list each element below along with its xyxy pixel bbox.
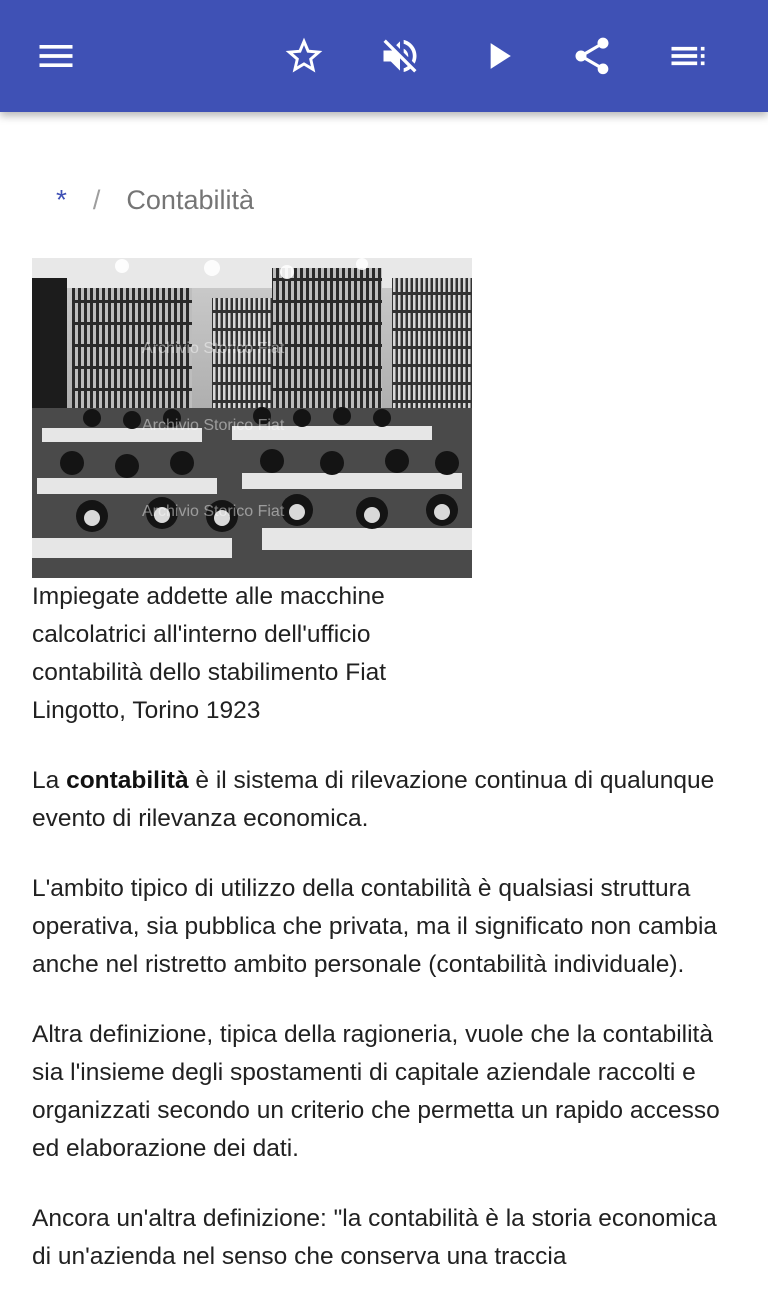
breadcrumb [56,180,254,220]
paragraph-2: L'ambito tipico di utilizzo della contabilità è qualsiasi struttura operativa, sia pubblica che privata, ma il significato non cambia anche nel ristretto ambito personale (contabilità individuale). [32,875,718,978]
share-icon [570,34,614,78]
breadcrumb-separator: / [92,184,101,215]
image-caption: Impiegate addette alle macchine calcolatrici all'interno dell'ufficio contabilità dello stabilimento Fiat Lingotto, Torino 1923 [32,583,387,724]
article-image[interactable] [32,258,472,578]
paragraph-intro-prefix: La [32,767,67,794]
term-contabilita: contabilità [66,767,189,794]
image-watermark: Archivio Storico Fiat [142,417,285,434]
table-of-contents-button[interactable] [656,24,720,88]
favorite-button[interactable] [272,24,336,88]
mute-button[interactable] [368,24,432,88]
menu-button[interactable] [24,24,88,88]
play-button[interactable] [466,24,530,88]
breadcrumb-current: Contabilità [126,184,254,215]
volume-off-icon [378,34,422,78]
image-watermark: Archivio Storico Fiat [142,503,285,520]
star-outline-icon [282,34,326,78]
image-watermark: Archivio Storico Fiat [142,340,285,357]
paragraph-4: Ancora un'altra definizione: "la contabilità è la storia economica di un'azienda nel senso che conserva una traccia [32,1205,717,1270]
paragraph-3: Altra definizione, tipica della ragioneria, vuole che la contabilità sia l'insieme degli spostamenti di capitale aziendale raccolti e organizzati secondo un criterio che permetta un rapido accesso ed elaborazione dei dati. [32,1021,720,1162]
paragraph-intro [32,762,736,838]
menu-icon [34,34,78,78]
list-icon [666,34,710,78]
paragraph-intro-rest: è il sistema di rilevazione continua di qualunque evento di rilevanza economica. [32,767,715,832]
article-content [32,258,736,1308]
breadcrumb-home-link[interactable]: * [56,184,67,215]
share-button[interactable] [560,24,624,88]
play-icon [476,34,520,78]
app-bar [0,0,768,112]
